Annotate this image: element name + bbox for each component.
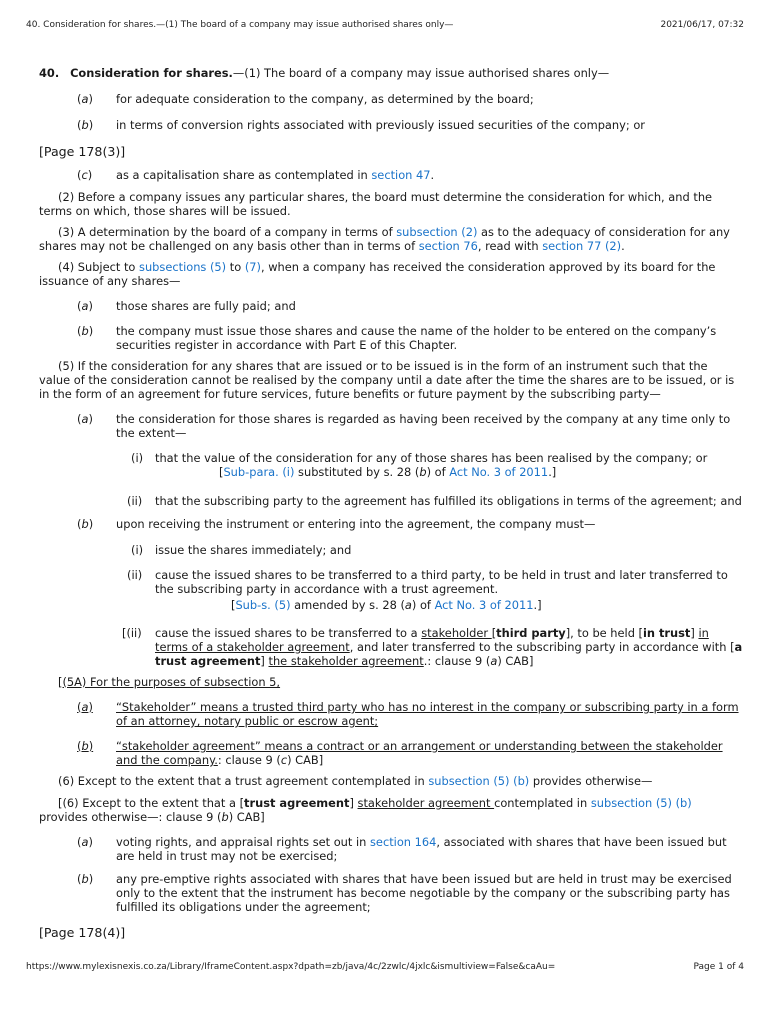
link-section-47[interactable]: section 47 [371,168,431,182]
link-subsection-5[interactable]: subsection (5) [428,774,510,788]
link-act-3-2011[interactable]: Act No. 3 of 2011 [434,598,534,612]
subsection-3-line: (3) A determination by the board of a company in terms of subsection (2) as to the adequacy of consideration for any [58,225,730,239]
proposed-amendment-text: terms of a stakeholder agreement, and later transferred to the subscribing party in accordance with [a [155,640,743,654]
para-text: are held in trust may not be exercised; [116,849,338,863]
para-label: (b) [77,118,94,132]
para-text: “stakeholder agreement” means a contract or an arrangement or understanding between the stakeholder [116,739,723,753]
para-text: as a capitalisation share as contemplated in section 47. [116,168,435,182]
para-text: the company must issue those shares and cause the name of the holder to be entered on the company’s [116,324,717,338]
para-text: securities register in accordance with Part E of this Chapter. [116,338,458,352]
page-header-title: 40. Consideration for shares.—(1) The board of a company may issue authorised shares only— [26,20,454,30]
page-header-datetime: 2021/06/17, 07:32 [660,20,744,30]
subsection-5-line: in the form of an agreement for future services, future benefits or future payment by the subscribing party— [39,387,661,401]
link-section-164[interactable]: section 164 [370,835,437,849]
subsection-3-line: shares may not be challenged on any basis other than in terms of section 76, read with section 77 (2). [39,239,625,253]
subsection-2-line: (2) Before a company issues any particular shares, the board must determine the consideration for which, and the [58,190,713,204]
para-label: (b) [77,739,94,753]
page-reference: [Page 178(4)] [39,925,126,940]
page-footer-page-number: Page 1 of 4 [693,962,744,972]
proposed-amendment-text: trust agreement] the stakeholder agreement.: clause 9 (a) CAB] [155,654,534,668]
para-text: the extent— [116,426,187,440]
link-sub-para-i[interactable]: Sub-para. (i) [223,465,295,479]
para-text: fulfilled its obligations under the agreement; [116,900,371,914]
para-text: those shares are fully paid; and [116,299,296,313]
amendment-note: [Sub-s. (5) amended by s. 28 (a) of Act No. 3 of 2011.] [231,598,542,612]
subsection-6-line: (6) Except to the extent that a trust agreement contemplated in subsection (5) (b) provides otherwise— [58,774,653,788]
para-text: of an attorney, notary public or escrow agent; [116,714,379,728]
amendment-note: [Sub-para. (i) substituted by s. 28 (b) of Act No. 3 of 2011.] [219,465,557,479]
section-heading [39,67,609,81]
proposed-amendment-text: cause the issued shares to be transferred to a stakeholder [third party], to be held [in trust] in [155,626,709,640]
para-text: only to the extent that the instrument has become negotiable by the company or the subscribing party has [116,886,730,900]
link-subsection-5-b[interactable]: (b) [513,774,530,788]
subsection-6-amendment: provides otherwise—: clause 9 (b) CAB] [39,810,265,824]
link-subsection-5[interactable]: subsection (5) [590,796,672,810]
subpara-label: (ii) [127,494,143,508]
para-label: (b) [77,872,94,886]
link-subsection-2[interactable]: subsection (2) [396,225,478,239]
para-text: upon receiving the instrument or entering into the agreement, the company must— [116,517,596,531]
para-label: (a) [77,412,93,426]
link-sub-s-5[interactable]: Sub-s. (5) [235,598,291,612]
subpara-label: [(ii) [122,626,142,640]
page-reference: [Page 178(3)] [39,144,126,159]
para-text: “Stakeholder” means a trusted third party who has no interest in the company or subscribing party in a form [116,700,739,714]
subpara-text: issue the shares immediately; and [155,543,352,557]
para-label: (a) [77,835,93,849]
link-act-3-2011[interactable]: Act No. 3 of 2011 [449,465,549,479]
subsection-4-line: (4) Subject to subsections (5) to (7), when a company has received the consideration approved by its board for the [58,260,716,274]
subsection-5a-heading: [(5A) For the purposes of subsection 5, [58,675,281,689]
subpara-label: (i) [131,543,144,557]
para-label: (a) [77,700,93,714]
subpara-text: the subscribing party in accordance with a trust agreement. [155,582,499,596]
para-label: (b) [77,324,94,338]
section-number: 40. [39,66,60,80]
subpara-text: that the subscribing party to the agreement has fulfilled its obligations in terms of the agreement; and [155,494,742,508]
subpara-label: (i) [131,451,144,465]
subpara-text: that the value of the consideration for any of those shares has been realised by the company; or [155,451,708,465]
para-text: voting rights, and appraisal rights set out in section 164, associated with shares that have been issued but [116,835,727,849]
subpara-text: cause the issued shares to be transferred to a third party, to be held in trust and later transferred to [155,568,728,582]
para-text: for adequate consideration to the company, as determined by the board; [116,92,534,106]
para-text: any pre-emptive rights associated with shares that have been issued but are held in trust may be exercised [116,872,732,886]
subsection-5-line: value of the consideration cannot be realised by the company until a date after the time the shares are to be issued, or is [39,373,735,387]
subsection-5-line: (5) If the consideration for any shares that are issued or to be issued is in the form of an instrument such that the [58,359,708,373]
section-title: Consideration for shares. [70,66,233,80]
link-subsection-5-b[interactable]: (b) [675,796,692,810]
para-label: (a) [77,92,93,106]
link-subsections-5[interactable]: subsections (5) [139,260,227,274]
link-section-76[interactable]: section 76 [418,239,478,253]
subsection-4-line: issuance of any shares— [39,274,181,288]
para-label: (a) [77,299,93,313]
link-section-77-2[interactable]: section 77 (2) [542,239,622,253]
subsection-2-line: terms on which, those shares will be issued. [39,204,291,218]
link-subsection-7[interactable]: (7) [244,260,261,274]
section-intro: —(1) The board of a company may issue authorised shares only— [232,66,610,80]
page-footer-url: https://www.mylexisnexis.co.za/Library/IframeContent.aspx?dpath=zb/java/4c/2zwlc/4jxlc&ismultiview=False&caAu= [26,962,556,972]
subpara-label: (ii) [127,568,143,582]
para-text: the consideration for those shares is regarded as having been received by the company at any time only to [116,412,731,426]
para-text: in terms of conversion rights associated with previously issued securities of the company; or [116,118,645,132]
para-label: (b) [77,517,94,531]
para-label: (c) [77,168,93,182]
subsection-6-amendment: [(6) Except to the extent that a [trust agreement] stakeholder agreement contemplated in subsection (5) (b) [58,796,692,810]
para-text: and the company.: clause 9 (c) CAB] [116,753,324,767]
